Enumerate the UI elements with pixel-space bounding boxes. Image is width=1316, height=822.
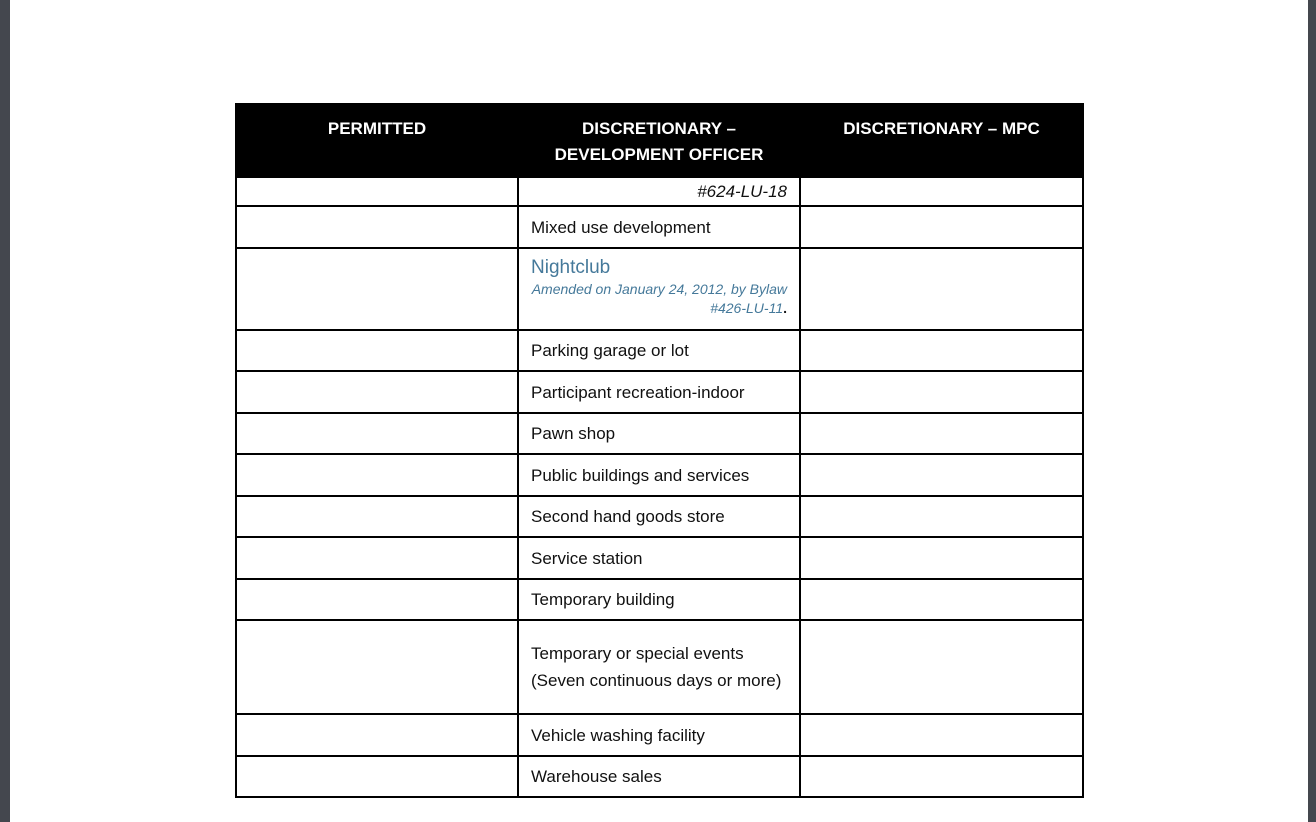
- cell-use: [518, 579, 800, 620]
- use-name: Public buildings and services: [531, 465, 750, 485]
- header-label: PERMITTED: [327, 119, 427, 138]
- cell-permitted: [236, 371, 518, 413]
- use-name: Temporary or special events (Seven continuous days or more): [531, 644, 782, 690]
- table-row: [236, 620, 1083, 714]
- column-header-discretionary-mpc: [800, 104, 1083, 177]
- cell-use: [518, 206, 800, 248]
- cell-permitted: [236, 714, 518, 756]
- cell-use: [518, 620, 800, 714]
- amendment-note: [531, 280, 787, 318]
- header-label: DISCRETIONARY –: [582, 119, 736, 138]
- cell-permitted: [236, 330, 518, 371]
- cell-permitted: [236, 496, 518, 537]
- table-row: [236, 537, 1083, 579]
- table-row: [236, 330, 1083, 371]
- cell-permitted: [236, 756, 518, 797]
- cell-use: [518, 756, 800, 797]
- cell-mpc: [800, 413, 1083, 454]
- amendment-text: Amended on January 24, 2012, by Bylaw: [531, 281, 787, 297]
- cell-mpc: [800, 756, 1083, 797]
- column-header-discretionary-development-officer: [518, 104, 800, 177]
- use-name: Vehicle washing facility: [531, 725, 705, 745]
- cell-use: [518, 496, 800, 537]
- table-row: [236, 413, 1083, 454]
- cell-permitted: [236, 413, 518, 454]
- amendment-ref-line: [531, 299, 787, 318]
- table-row: [236, 756, 1083, 797]
- cell-use: [518, 413, 800, 454]
- use-name: Pawn shop: [531, 424, 616, 443]
- table-header-row: [236, 104, 1083, 177]
- cell-mpc: [800, 714, 1083, 756]
- land-use-table: [235, 103, 1084, 798]
- cell-mpc: [800, 371, 1083, 413]
- cell-bylaw-ref: [518, 177, 800, 206]
- table-row: [236, 177, 1083, 206]
- cell-mpc: [800, 537, 1083, 579]
- use-name-amended: Nightclub: [531, 257, 611, 278]
- table-row: [236, 206, 1083, 248]
- amendment-ref: #426-LU-11: [710, 300, 784, 316]
- cell-mpc: [800, 177, 1083, 206]
- cell-permitted: [236, 206, 518, 248]
- use-name: Mixed use development: [531, 217, 711, 237]
- cell-mpc: [800, 454, 1083, 496]
- cell-use: [518, 330, 800, 371]
- cell-mpc: [800, 330, 1083, 371]
- table-row: [236, 371, 1083, 413]
- use-name: Parking garage or lot: [531, 341, 689, 360]
- cell-permitted: [236, 454, 518, 496]
- use-name: Temporary building: [531, 590, 675, 609]
- cell-mpc: [800, 496, 1083, 537]
- cell-permitted: [236, 620, 518, 714]
- use-name: Participant recreation-indoor: [531, 382, 745, 402]
- cell-mpc: [800, 579, 1083, 620]
- cell-permitted: [236, 177, 518, 206]
- header-label: DEVELOPMENT OFFICER: [554, 145, 764, 164]
- use-name: Second hand goods store: [531, 507, 725, 526]
- cell-use: [518, 248, 800, 330]
- viewer-left-edge: [0, 0, 10, 822]
- cell-use: [518, 714, 800, 756]
- cell-permitted: [236, 579, 518, 620]
- bylaw-ref-text: #624-LU-18: [697, 182, 787, 201]
- table-row: [236, 579, 1083, 620]
- viewer-right-edge: [1308, 0, 1316, 822]
- amendment-punct: .: [783, 300, 787, 316]
- table-row: [236, 714, 1083, 756]
- cell-use: [518, 454, 800, 496]
- cell-use: [518, 537, 800, 579]
- cell-permitted: [236, 248, 518, 330]
- cell-use: [518, 371, 800, 413]
- cell-mpc: [800, 248, 1083, 330]
- cell-mpc: [800, 620, 1083, 714]
- use-name: Warehouse sales: [531, 767, 662, 786]
- table-row: [236, 248, 1083, 330]
- header-label: DISCRETIONARY – MPC: [843, 119, 1040, 138]
- table-row: [236, 496, 1083, 537]
- cell-mpc: [800, 206, 1083, 248]
- table-row: [236, 454, 1083, 496]
- cell-permitted: [236, 537, 518, 579]
- use-name: Service station: [531, 548, 643, 568]
- column-header-permitted: [236, 104, 518, 177]
